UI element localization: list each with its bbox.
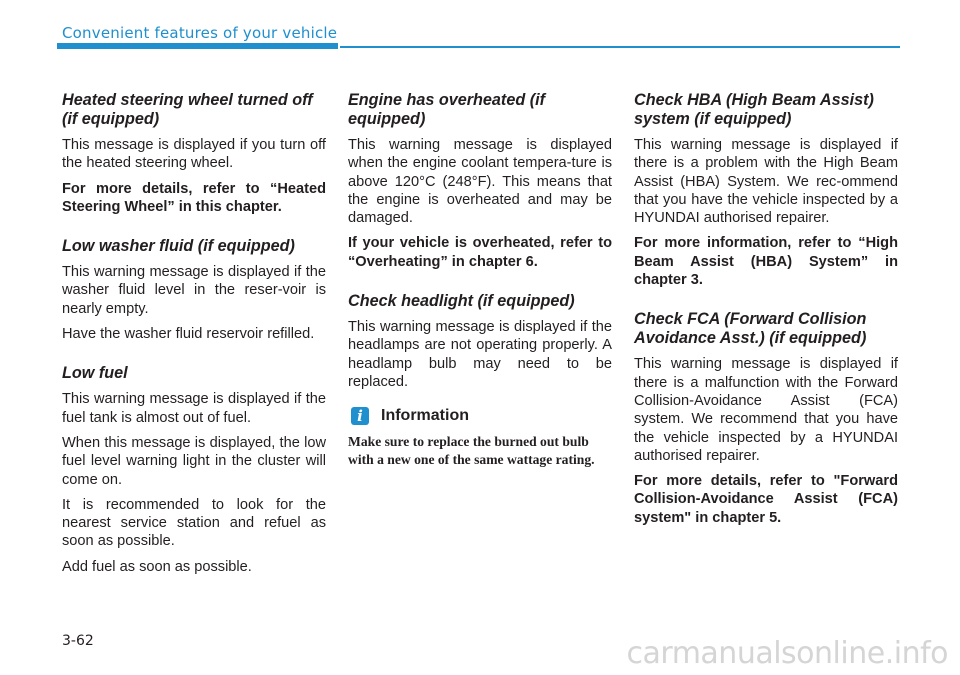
section-paragraph: This warning message is displayed if there is a problem with the High Beam Assist (HBA) System. We rec-ommend that you have the vehicle inspected by a HYUNDAI authorised repairer. bbox=[634, 137, 898, 227]
watermark: carmanualsonline.info bbox=[626, 636, 948, 671]
column-middle bbox=[348, 91, 612, 469]
section-engine-overheated bbox=[348, 91, 612, 271]
section-paragraph: This warning message is displayed if the headlamps are not operating properly. A headlamp bulb may need to be replaced. bbox=[348, 319, 612, 390]
section-paragraph: This warning message is displayed when the engine coolant tempera-ture is above 120°C (248°F). This means that the engine is overheated and may be damaged. bbox=[348, 137, 612, 227]
section-heated-steering-off bbox=[62, 91, 326, 216]
section-check-headlight bbox=[348, 292, 612, 391]
section-heading: Low fuel bbox=[62, 364, 128, 383]
section-check-hba bbox=[634, 91, 898, 289]
section-paragraph: When this message is displayed, the low fuel level warning light in the cluster will come on. bbox=[62, 434, 326, 488]
section-paragraph: Have the washer fluid reservoir refilled. bbox=[62, 326, 315, 343]
section-paragraph: This warning message is displayed if there is a malfunction with the Forward Collision-Avoidance Assist (FCA) system. We recommend that you have the vehicle inspected by a HYUNDAI authorised repairer. bbox=[634, 356, 898, 464]
section-paragraph: This warning message is displayed if the washer fluid level in the reser-voir is nearly empty. bbox=[62, 264, 326, 317]
information-text: Make sure to replace the burned out bulb with a new one of the same wattage rating. bbox=[348, 434, 595, 468]
section-heading: Check HBA (High Beam Assist) system (if equipped) bbox=[634, 91, 874, 128]
header-rule bbox=[340, 46, 900, 48]
page-number: 3-62 bbox=[62, 633, 94, 649]
column-right bbox=[634, 91, 898, 534]
column-left bbox=[62, 91, 326, 583]
header-accent-bar bbox=[57, 43, 338, 49]
section-reference: For more information, refer to “High Beam Assist (HBA) System” in chapter 3. bbox=[634, 235, 898, 289]
section-paragraph: This warning message is displayed if the fuel tank is almost out of fuel. bbox=[62, 391, 326, 426]
information-header bbox=[348, 407, 612, 425]
section-heading: Check FCA (Forward Collision Avoidance Asst.) (if equipped) bbox=[634, 310, 867, 348]
section-check-fca bbox=[634, 310, 898, 527]
section-heading: Check headlight (if equipped) bbox=[348, 292, 575, 311]
information-title: Information bbox=[381, 407, 469, 425]
section-heading: Heated steering wheel turned off (if equipped) bbox=[62, 91, 313, 128]
section-low-washer-fluid bbox=[62, 237, 326, 343]
section-paragraph: This message is displayed if you turn off the heated steering wheel. bbox=[62, 137, 326, 172]
section-reference: If your vehicle is overheated, refer to “Overheating” in chapter 6. bbox=[348, 235, 612, 270]
chapter-title: Convenient features of your vehicle bbox=[62, 24, 338, 42]
information-icon: i bbox=[351, 407, 369, 425]
section-reference: For more details, refer to "Forward Collision-Avoidance Assist (FCA) system" in chapter 5. bbox=[634, 473, 898, 526]
section-paragraph: It is recommended to look for the nearest service station and refuel as soon as possible. bbox=[62, 496, 326, 550]
section-low-fuel bbox=[62, 364, 326, 576]
section-heading: Engine has overheated (if equipped) bbox=[348, 91, 545, 128]
information-box bbox=[348, 407, 612, 469]
section-heading: Low washer fluid (if equipped) bbox=[62, 237, 295, 256]
section-reference: For more details, refer to “Heated Steering Wheel” in this chapter. bbox=[62, 180, 326, 215]
section-paragraph: Add fuel as soon as possible. bbox=[62, 558, 252, 575]
